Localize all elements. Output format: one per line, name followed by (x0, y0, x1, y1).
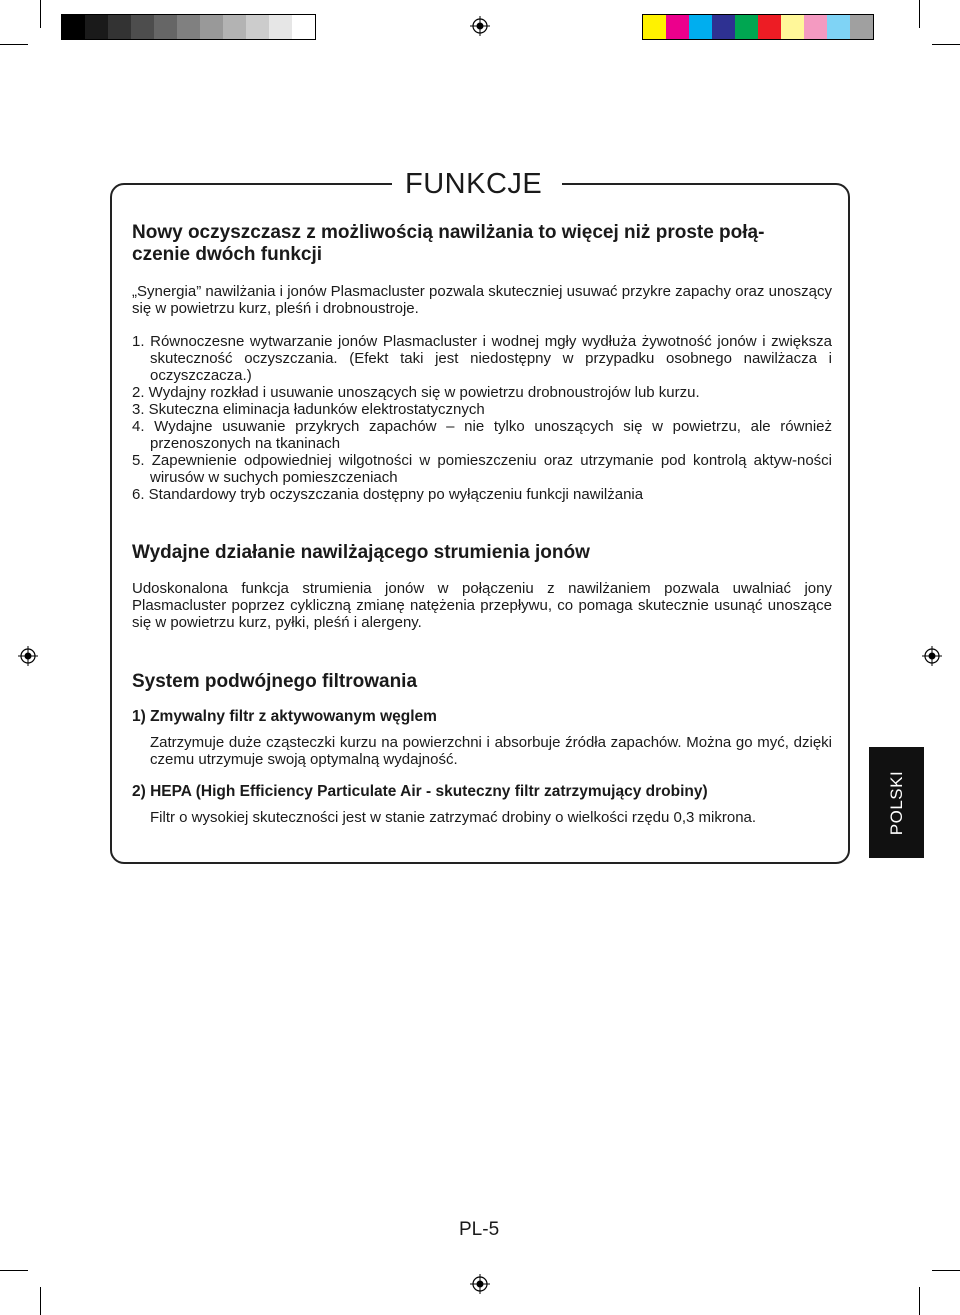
crop-mark (40, 0, 41, 28)
language-tab (869, 747, 924, 858)
section-heading: System podwójnego filtrowania (132, 671, 418, 692)
section-heading: Nowy oczyszczasz z możliwością nawilżania to więcej niż proste połą-czenie dwóch funkcji (132, 222, 765, 265)
color-calibration-bar (642, 14, 874, 40)
crop-mark (0, 1270, 28, 1271)
list-item: 3. Skuteczna eliminacja ładunków elektrostatycznych (132, 401, 485, 418)
calibration-swatch (85, 15, 108, 39)
crop-mark (919, 1287, 920, 1315)
subsection-heading: 2) HEPA (High Efficiency Particulate Air - skuteczny filtr zatrzymujący drobiny) (132, 783, 708, 800)
language-tab-label: POLSKI (886, 770, 906, 835)
subsection-heading: 1) Zmywalny filtr z aktywowanym węglem (132, 708, 437, 725)
subsection-body: Filtr o wysokiej skuteczności jest w stanie zatrzymać drobiny o wielkości rzędu 0,3 mikrona. (150, 809, 757, 826)
calibration-swatch (269, 15, 292, 39)
page-title: FUNKCJE (405, 168, 543, 200)
calibration-swatch (154, 15, 177, 39)
grayscale-calibration-bar (61, 14, 316, 40)
list-item: 4. Wydajne usuwanie przykrych zapachów – nie tylko unoszących się w powietrzu, ale również przenoszonych na tkaninach (132, 418, 832, 452)
calibration-swatch (781, 15, 804, 39)
list-item: 2. Wydajny rozkład i usuwanie unoszących się w powietrzu drobnoustrojów lub kurzu. (132, 384, 700, 401)
list-item: 5. Zapewnienie odpowiedniej wilgotności w pomieszczeniu oraz utrzymanie pod kontrolą aktyw-ności wirusów w suchych pomieszczeniach (132, 452, 832, 486)
calibration-swatch (131, 15, 154, 39)
calibration-swatch (643, 15, 666, 39)
list-item: 1. Równoczesne wytwarzanie jonów Plasmacluster i wodnej mgły wydłuża żywotność jonów i zwiększa skuteczność oczyszczania. (Efekt taki jest niedostępny w przypadku osobnego nawilżacza i oczyszczacza.) (132, 333, 832, 384)
registration-mark-icon (470, 16, 490, 36)
calibration-swatch (758, 15, 781, 39)
crop-mark (0, 44, 28, 45)
calibration-swatch (735, 15, 758, 39)
calibration-swatch (804, 15, 827, 39)
crop-mark (919, 0, 920, 28)
page-number: PL-5 (459, 1219, 500, 1240)
section-synergy (132, 222, 832, 503)
crop-mark (932, 1270, 960, 1271)
section-filtration (132, 671, 832, 826)
calibration-swatch (246, 15, 269, 39)
registration-mark-icon (470, 1274, 490, 1294)
calibration-swatch (666, 15, 689, 39)
section-ion-stream (132, 542, 832, 631)
section-heading: Wydajne działanie nawilżającego strumienia jonów (132, 542, 590, 563)
calibration-swatch (689, 15, 712, 39)
crop-mark (932, 44, 960, 45)
calibration-swatch (177, 15, 200, 39)
calibration-swatch (200, 15, 223, 39)
calibration-swatch (108, 15, 131, 39)
calibration-swatch (850, 15, 873, 39)
feature-list (132, 333, 832, 503)
calibration-swatch (712, 15, 735, 39)
registration-mark-icon (18, 646, 38, 666)
registration-mark-icon (922, 646, 942, 666)
calibration-swatch (292, 15, 315, 39)
calibration-swatch (223, 15, 246, 39)
section-body: Udoskonalona funkcja strumienia jonów w połączeniu z nawilżaniem pozwala uwalniać jony Plasmacluster poprzez cykliczną zmianę natężenia przepływu, co pomaga skutecznie usunąć unoszące się w powietrzu kurz, pyłki, pleśń i alergeny. (132, 580, 832, 631)
calibration-swatch (62, 15, 85, 39)
crop-mark (40, 1287, 41, 1315)
subsection-body: Zatrzymuje duże cząsteczki kurzu na powierzchni i absorbuje źródła zapachów. Można go myć, dzięki czemu utrzymuje swoją optymalną wydajność. (150, 734, 832, 768)
list-item: 6. Standardowy tryb oczyszczania dostępny po wyłączeniu funkcji nawilżania (132, 486, 644, 503)
calibration-swatch (827, 15, 850, 39)
section-intro: „Synergia” nawilżania i jonów Plasmacluster pozwala skuteczniej usuwać przykre zapachy oraz unoszący się w powietrzu kurz, pleśń i drobnoustroje. (132, 283, 832, 317)
